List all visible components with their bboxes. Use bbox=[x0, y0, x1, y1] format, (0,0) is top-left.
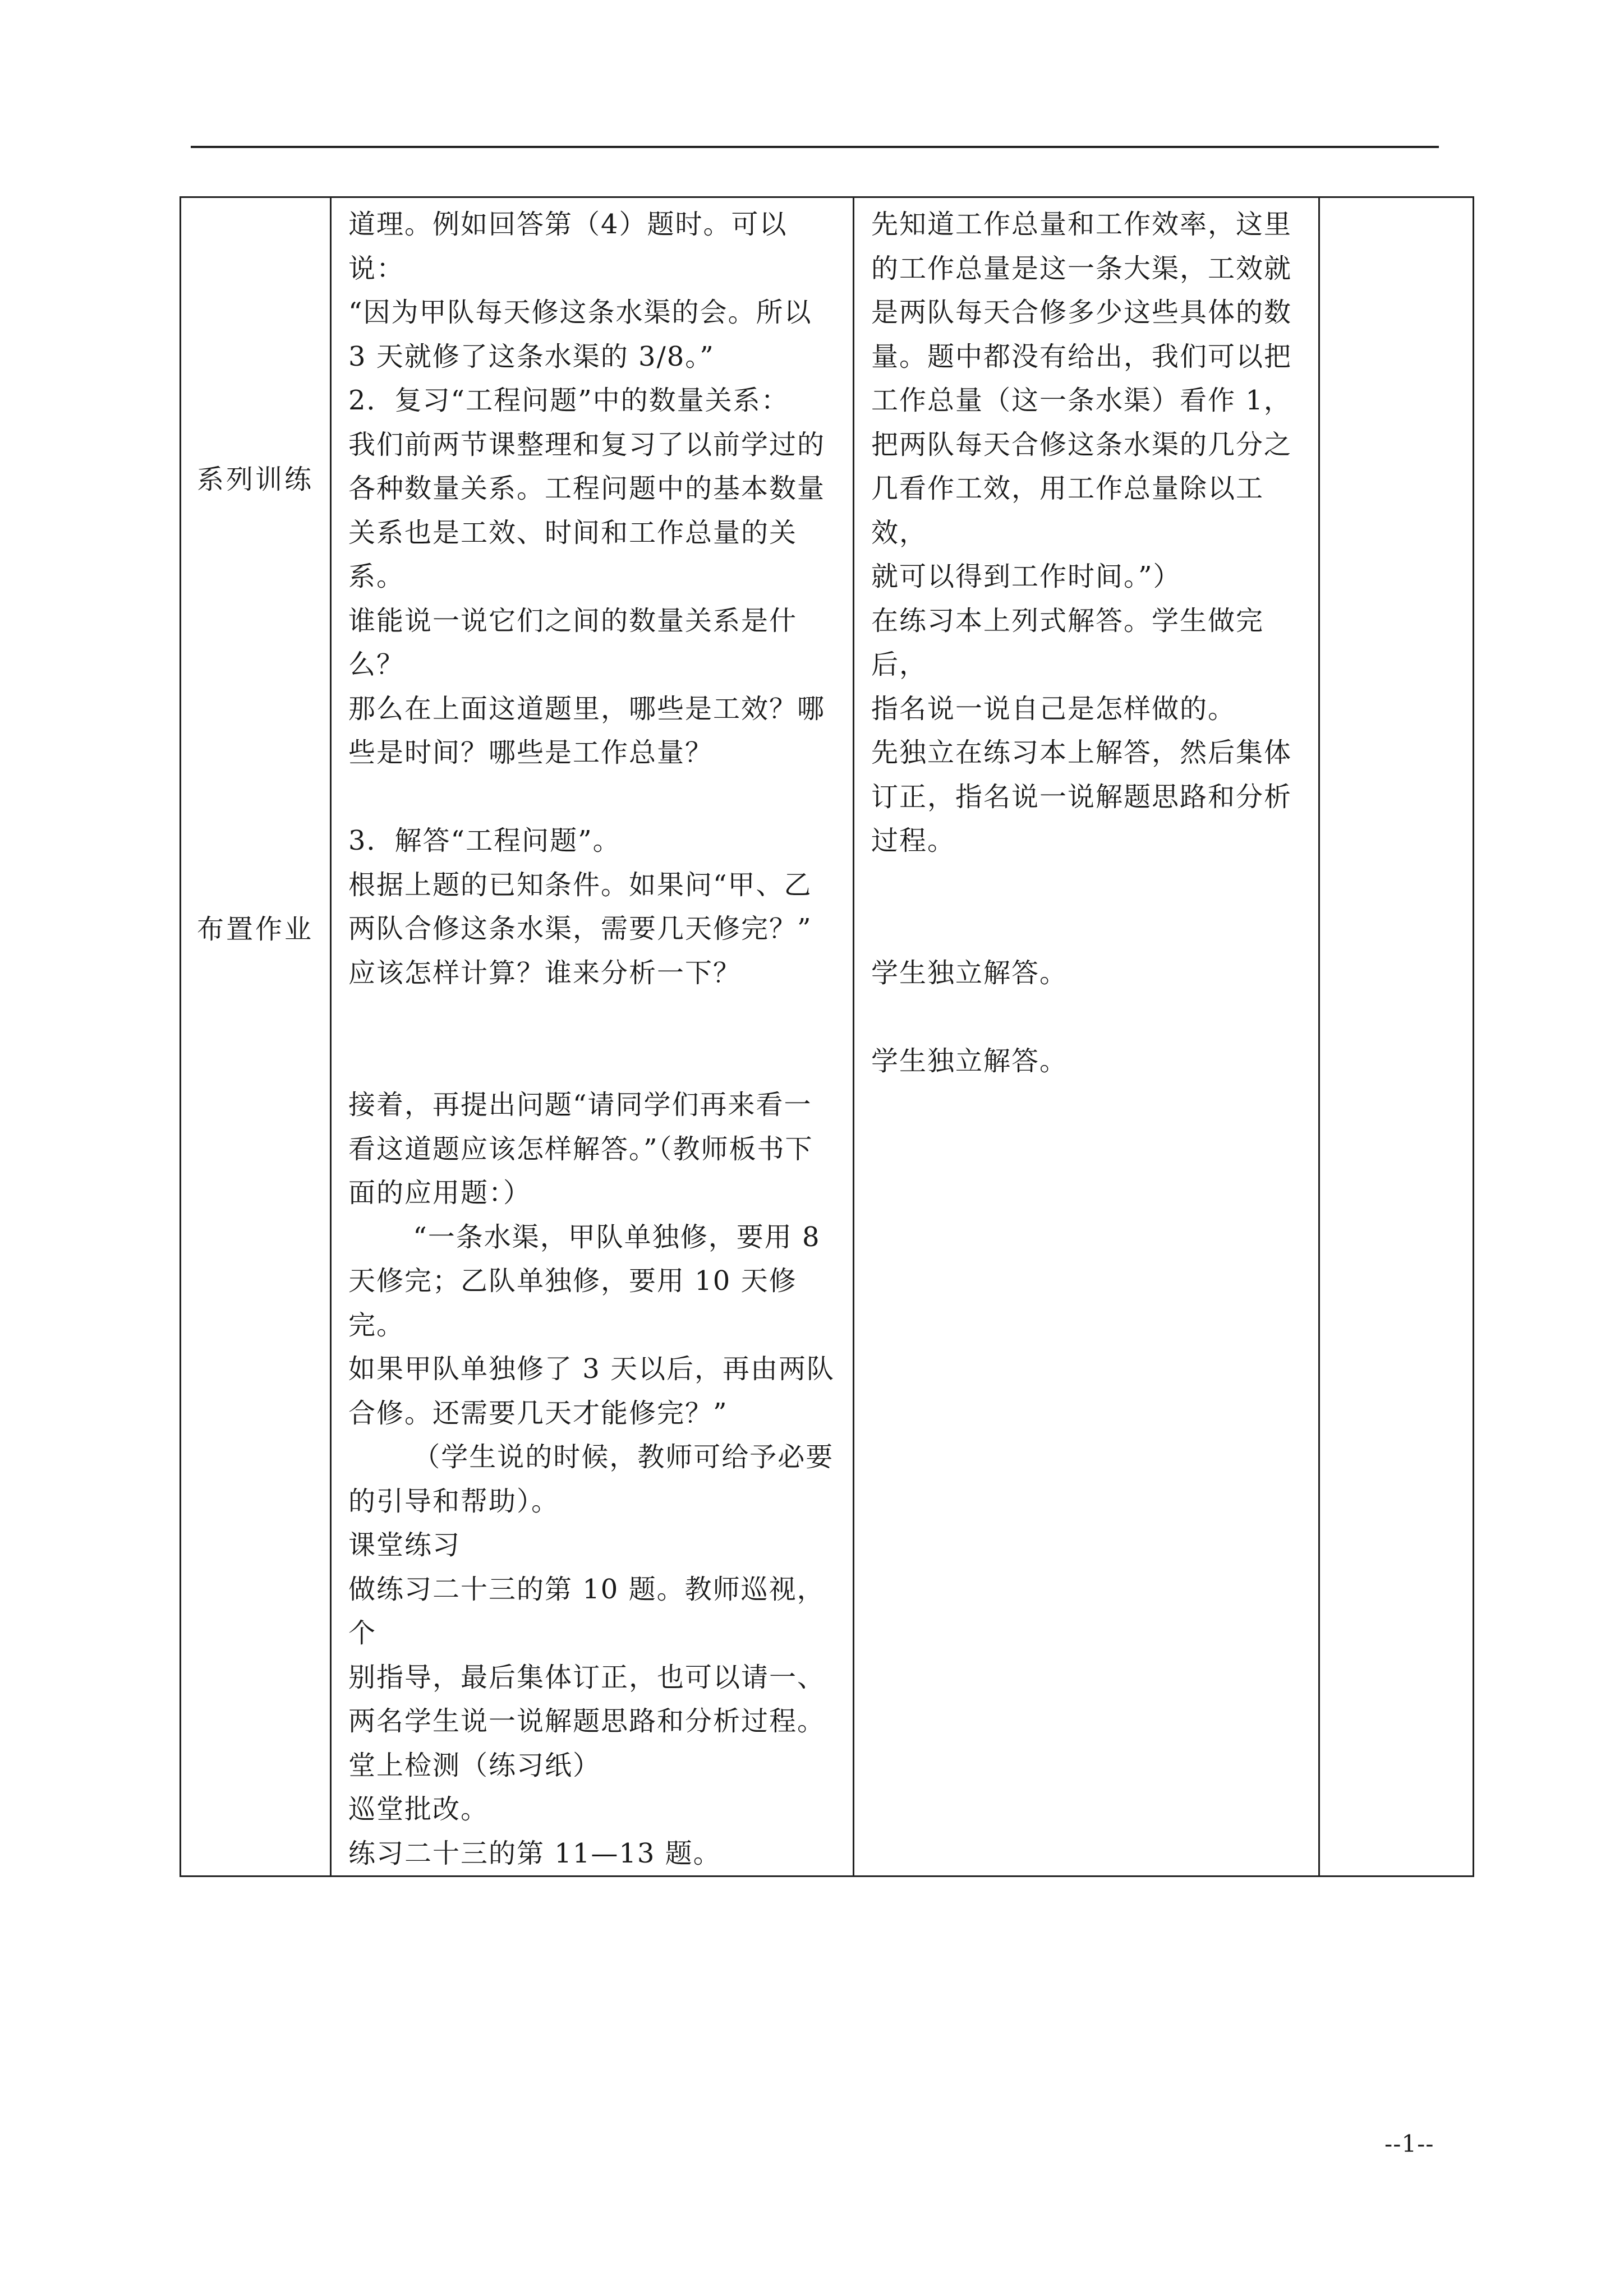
text-line: （学生说的时候，教师可给予必要 bbox=[413, 1441, 834, 1473]
text-line: 巡堂批改。 bbox=[348, 1794, 489, 1825]
text-line: 过程。 bbox=[871, 825, 956, 856]
text-line: 面的应用题：） bbox=[348, 1177, 532, 1209]
text-line: 堂上检测（练习纸） bbox=[348, 1749, 601, 1781]
student-activity-column bbox=[854, 197, 1319, 1877]
text-line: 关系也是工效、时间和工作总量的关系。 bbox=[348, 517, 798, 592]
teacher-activity-column bbox=[331, 197, 854, 1877]
text-line: 先独立在练习本上解答，然后集体 bbox=[871, 737, 1292, 768]
page-number: --1-- bbox=[1384, 2130, 1434, 2157]
phase-column bbox=[181, 197, 331, 1877]
text-line: 就可以得到工作时间。”） bbox=[871, 561, 1181, 592]
text-line: 把两队每天合修这条水渠的几分之 bbox=[871, 428, 1292, 460]
text-line: 两名学生说一说解题思路和分析过程。 bbox=[348, 1705, 826, 1737]
text-line: 我们前两节课整理和复习了以前学过的 bbox=[348, 428, 826, 460]
lesson-plan-table bbox=[180, 196, 1474, 1877]
text-line: 应该怎样计算？谁来分析一下？ bbox=[348, 957, 742, 989]
student-activity-text bbox=[854, 198, 1318, 1083]
text-line: 两队合修这条水渠，需要几天修完？” bbox=[348, 913, 812, 944]
text-line: 指名说一说自己是怎样做的。 bbox=[871, 693, 1236, 725]
notes-column bbox=[1319, 197, 1474, 1877]
text-line: 课堂练习 bbox=[348, 1529, 461, 1561]
blank-line bbox=[871, 863, 1307, 907]
text-line: 天修完；乙队单独修，要用 10 天修完。 bbox=[348, 1265, 797, 1341]
text-line: “一条水渠，甲队单独修，要用 8 bbox=[413, 1221, 821, 1253]
header-rule bbox=[191, 146, 1439, 148]
text-line: 道理。例如回答第（4）题时。可以说： bbox=[348, 209, 788, 284]
blank-line bbox=[871, 995, 1307, 1039]
text-line: 3 天就修了这条水渠的 3/8。” bbox=[348, 340, 715, 372]
text-line: 的引导和帮助）。 bbox=[348, 1485, 560, 1517]
text-line: 2．复习“工程问题”中的数量关系： bbox=[348, 385, 789, 416]
text-line: 先知道工作总量和工作效率，这里 bbox=[871, 209, 1292, 240]
text-line: 别指导，最后集体订正，也可以请一、 bbox=[348, 1661, 826, 1693]
text-line: 各种数量关系。工程问题中的基本数量 bbox=[348, 473, 826, 504]
blank-line bbox=[871, 907, 1307, 951]
text-line: 是两队每天合修多少这些具体的数 bbox=[871, 297, 1292, 328]
text-line: 些是时间？哪些是工作总量？ bbox=[348, 737, 714, 768]
text-line: 3．解答“工程问题”。 bbox=[348, 825, 621, 856]
blank-line bbox=[348, 995, 841, 1039]
text-line: “因为甲队每天修这条水渠的会。所以 bbox=[348, 297, 812, 328]
text-line: 谁能说一说它们之间的数量关系是什 bbox=[348, 605, 798, 637]
text-line: 那么在上面这道题里，哪些是工效？哪 bbox=[348, 693, 826, 725]
text-line: 做练习二十三的第 10 题。教师巡视，个 bbox=[348, 1573, 825, 1649]
text-line: 么？ bbox=[348, 649, 405, 680]
table-row bbox=[181, 197, 1474, 1877]
blank-line bbox=[348, 775, 841, 819]
text-line: 合修。还需要几天才能修完？” bbox=[348, 1397, 728, 1429]
text-line: 几看作工效，用工作总量除以工效， bbox=[871, 473, 1264, 548]
blank-line bbox=[348, 1039, 841, 1084]
text-line: 在练习本上列式解答。学生做完后， bbox=[871, 605, 1264, 680]
text-line: 的工作总量是这一条大渠，工效就 bbox=[871, 252, 1292, 284]
text-line: 工作总量（这一条水渠）看作 1， bbox=[871, 385, 1292, 416]
text-line: 练习二十三的第 11—13 题。 bbox=[348, 1837, 721, 1869]
text-line: 订正，指名说一说解题思路和分析 bbox=[871, 781, 1292, 813]
text-line: 如果甲队单独修了 3 天以后，再由两队 bbox=[348, 1353, 835, 1385]
text-line: 学生独立解答。 bbox=[871, 957, 1068, 989]
phase-label-homework: 布置作业 bbox=[197, 914, 314, 945]
text-line: 看这道题应该怎样解答。”（教师板书下 bbox=[348, 1133, 813, 1165]
text-line: 根据上题的已知条件。如果问“甲、乙 bbox=[348, 869, 812, 901]
teacher-activity-text bbox=[332, 198, 853, 1875]
text-line: 接着，再提出问题“请同学们再来看一 bbox=[348, 1089, 812, 1121]
phase-label-training: 系列训练 bbox=[197, 464, 314, 495]
text-line: 学生独立解答。 bbox=[871, 1045, 1068, 1077]
text-line: 量。题中都没有给出，我们可以把 bbox=[871, 340, 1292, 372]
